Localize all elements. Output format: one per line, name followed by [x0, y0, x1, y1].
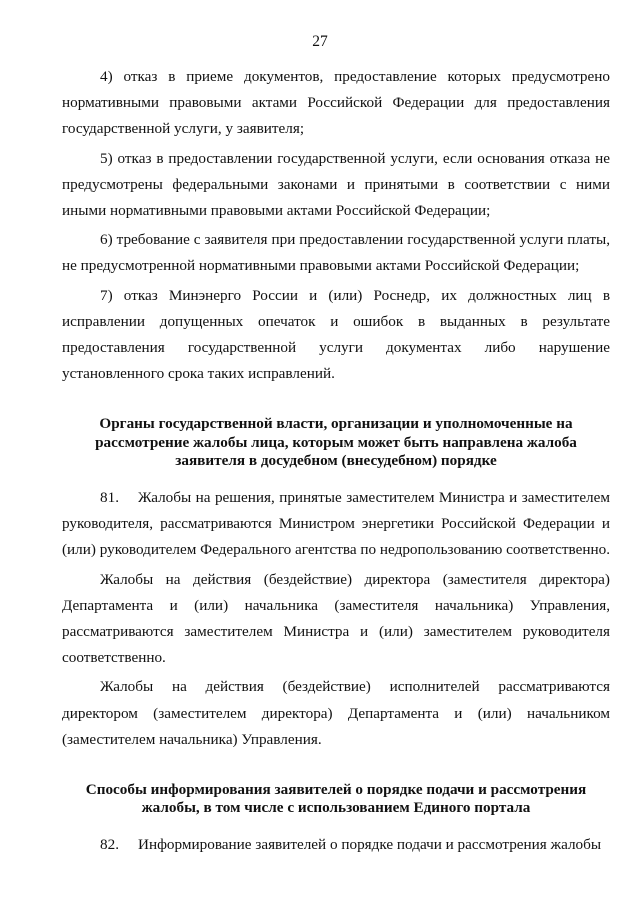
- paragraph-item-81: [62, 485, 610, 564]
- item-text: Жалобы на решения, принятые заместителем Министра и заместителем руководителя, рассматриваются Министром энергетики Российской Федерации и (или) руководителем Федерального агентства по недропользованию соответственно.: [62, 488, 611, 559]
- section-heading-complaint-bodies: [62, 415, 610, 471]
- paragraph-complaints-executors: Жалобы на действия (бездействие) исполнителей рассматриваются директором (заместителем директора) Департамента и (или) начальником (заместителем начальника) Управления.: [62, 678, 610, 748]
- paragraph-item-5: 5) отказ в предоставлении государственной услуги, если основания отказа не предусмотрены федеральными законами и принятыми в соответствии с ними иными нормативными правовыми актами Российской Федерации;: [62, 149, 610, 220]
- paragraph-item-6: 6) требование с заявителя при предоставлении государственной услуги платы, не предусмотренной нормативными правовыми актами Российской Федерации;: [62, 231, 610, 275]
- heading-line: Способы информирования заявителей о порядке подачи и рассмотрения: [85, 780, 587, 798]
- item-number: 81.: [100, 488, 119, 506]
- page-number: 27: [312, 33, 328, 50]
- paragraph-item-82: [62, 832, 610, 858]
- heading-line: Органы государственной власти, организации и уполномоченные на: [99, 415, 573, 433]
- document-body: [62, 64, 610, 861]
- item-number: 82.: [100, 835, 119, 853]
- section-heading-informing-methods: [62, 781, 610, 818]
- paragraph-item-7: 7) отказ Минэнерго России и (или) Роснедр, их должностных лиц в исправлении допущенных опечаток и ошибок в выданных в результате предоставления государственной услуги документах либо нарушение установленного срока таких исправлений.: [62, 286, 610, 383]
- paragraph-complaints-directors: Жалобы на действия (бездействие) директора (заместителя директора) Департамента и (или) начальника (заместителя начальника) Управления, рассматриваются заместителем Министра и (или) заместителем руководителя соответственно.: [62, 570, 610, 667]
- heading-line: жалобы, в том числе с использованием Единого портала: [141, 799, 531, 817]
- paragraph-item-4: 4) отказ в приеме документов, предоставление которых предусмотрено нормативными правовыми актами Российской Федерации для предоставления государственной услуги, у заявителя;: [62, 68, 610, 138]
- item-text: Информирование заявителей о порядке подачи и рассмотрения жалобы: [138, 835, 602, 853]
- heading-line: рассмотрение жалобы лица, которым может быть направлена жалоба: [95, 433, 577, 451]
- heading-line: заявителя в досудебном (внесудебном) порядке: [175, 452, 497, 470]
